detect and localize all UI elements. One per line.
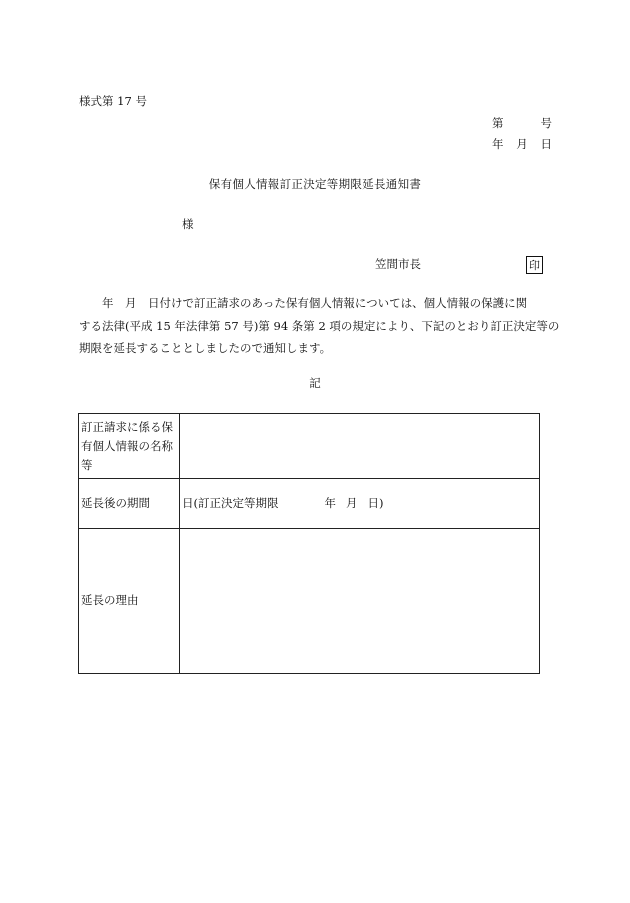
table-row-name	[79, 414, 540, 479]
doc-date-day: 日	[540, 137, 552, 151]
doc-date-month: 月	[516, 137, 528, 151]
table-row-reason	[79, 529, 540, 674]
document-title: 保有個人情報訂正決定等期限延長通知書	[208, 177, 422, 191]
period-value-prefix: 日(訂正決定等期限	[182, 495, 279, 510]
period-value-cell[interactable]	[180, 479, 540, 529]
period-label-cell: 延長後の期間	[79, 479, 180, 529]
reason-label-cell: 延長の理由	[79, 529, 180, 674]
doc-number-go: 号	[540, 116, 552, 130]
body-text-line-3: 期限を延長することとしましたので通知します。	[79, 341, 332, 355]
ki-heading: 記	[309, 376, 321, 390]
period-year: 年	[324, 495, 336, 510]
doc-number-dai: 第	[492, 116, 504, 130]
body-text-line-2: する法律(平成 15 年法律第 57 号)第 94 条第 2 項の規定により、下記のとおり訂正決定等の	[79, 319, 560, 333]
period-month: 月	[346, 495, 358, 510]
sender-title: 笠間市長	[375, 257, 421, 271]
reason-value-cell[interactable]	[180, 529, 540, 674]
form-number: 様式第 17 号	[79, 94, 147, 108]
period-value-text	[182, 495, 537, 510]
period-day: 日)	[367, 495, 384, 510]
document-date-line	[492, 139, 552, 151]
detail-table	[78, 413, 540, 674]
doc-date-year: 年	[492, 137, 504, 151]
body-text-line-1: 年 月 日付けで訂正請求のあった保有個人情報については、個人情報の保護に関	[79, 296, 528, 310]
addressee-suffix: 様	[182, 217, 194, 231]
name-label-cell: 訂正請求に係る保有個人情報の名称等	[79, 414, 180, 479]
document-number-line	[492, 118, 552, 130]
seal-stamp-box: 印	[526, 256, 543, 274]
table-row-period	[79, 479, 540, 529]
name-value-cell[interactable]	[180, 414, 540, 479]
